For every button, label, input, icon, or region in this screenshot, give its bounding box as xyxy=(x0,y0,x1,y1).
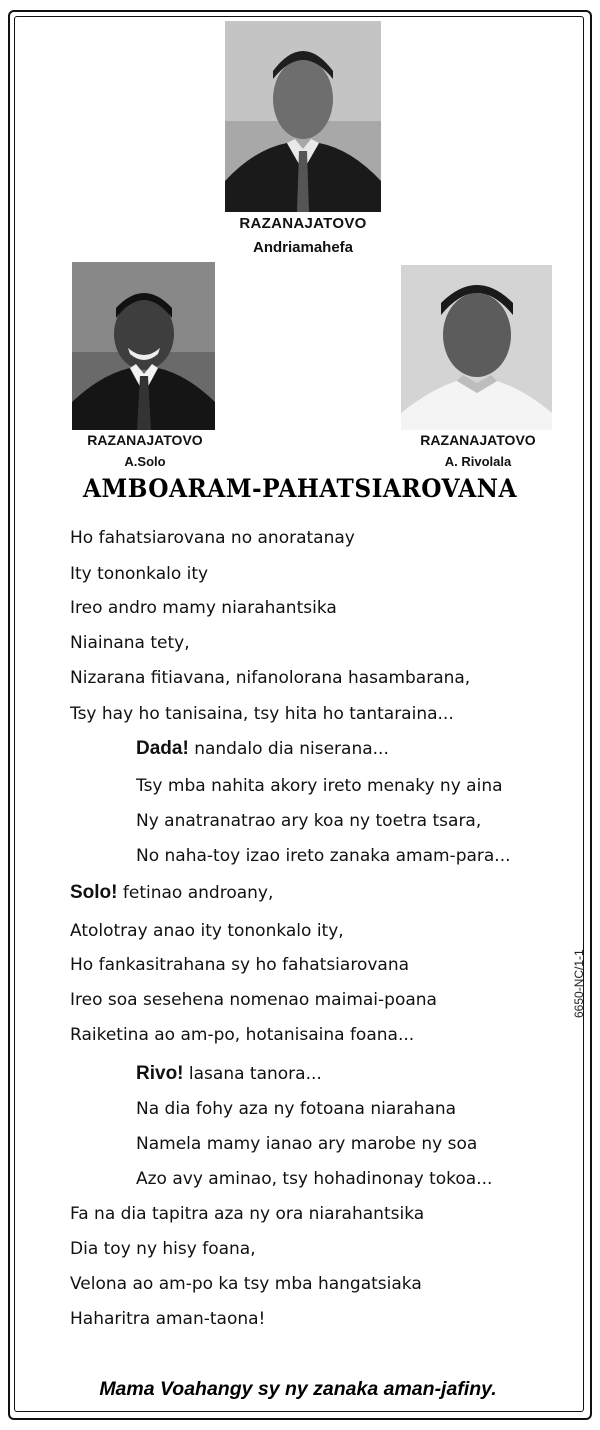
poem-line: Fa na dia tapitra aza ny ora niarahantsika xyxy=(70,1204,425,1224)
poem-line: Velona ao am-po ka tsy mba hangatsiaka xyxy=(70,1274,422,1294)
poem-name-dada: Dada! xyxy=(136,738,189,759)
signature: Mama Voahangy sy ny zanaka aman-jafiny. xyxy=(99,1378,497,1400)
portrait-caption-surname: RAZANAJATOVO xyxy=(87,432,203,448)
poem-line: Atolotray anao ity tononkalo ity, xyxy=(70,921,344,941)
portrait-photo-andriamahefa xyxy=(225,21,381,212)
poem-line: Ho fankasitrahana sy ho fahatsiarovana xyxy=(70,955,410,975)
poem-line: Azo avy aminao, tsy hohadinonay tokoa... xyxy=(136,1169,493,1189)
poem-line: Namela mamy ianao ary marobe ny soa xyxy=(136,1134,478,1154)
portrait-photo-solo xyxy=(72,262,215,430)
page-title: AMBOARAM-PAHATSIAROVANA xyxy=(83,474,517,503)
poem-line xyxy=(70,882,273,904)
poem-line: Ny anatranatrao ary koa ny toetra tsara, xyxy=(136,811,482,831)
poem-name-rivo: Rivo! xyxy=(136,1063,184,1084)
poem-line: No naha-toy izao ireto zanaka amam-para... xyxy=(136,846,511,866)
poem-line xyxy=(136,738,389,760)
poem-line: Dia toy ny hisy foana, xyxy=(70,1239,256,1259)
poem-line-rest: lasana tanora... xyxy=(183,1064,322,1084)
poem-line: Ity tononkalo ity xyxy=(70,564,209,584)
poem-line: Niainana tety, xyxy=(70,633,190,653)
poem-name-solo: Solo! xyxy=(70,882,118,903)
poem-line: Ireo soa sesehena nomenao maimai-poana xyxy=(70,990,437,1010)
poem-line-rest: nandalo dia niserana... xyxy=(188,739,389,759)
poem-line: Tsy hay ho tanisaina, tsy hita ho tantaraina... xyxy=(70,704,454,724)
poem-line: Raiketina ao am-po, hotanisaina foana... xyxy=(70,1025,415,1045)
poem-line xyxy=(136,1063,322,1085)
portrait-photo-rivolala xyxy=(401,265,552,430)
poem-line-rest: fetinao androany, xyxy=(117,883,274,903)
portrait-caption-surname: RAZANAJATOVO xyxy=(420,432,536,448)
poem-line: Ho fahatsiarovana no anoratanay xyxy=(70,528,355,548)
poem-line: Nizarana fitiavana, nifanolorana hasambarana, xyxy=(70,668,471,688)
poem-line: Ireo andro mamy niarahantsika xyxy=(70,598,337,618)
portrait-caption-given-name: A.Solo xyxy=(124,454,166,469)
portrait-caption-given-name: Andriamahefa xyxy=(252,239,354,256)
poem-line: Na dia fohy aza ny fotoana niarahana xyxy=(136,1099,457,1119)
portrait-caption-surname: RAZANAJATOVO xyxy=(239,215,367,232)
portrait-caption-given-name: A. Rivolala xyxy=(444,454,512,469)
poem-line: Tsy mba nahita akory ireto menaky ny aina xyxy=(136,776,503,796)
poem-line: Haharitra aman-taona! xyxy=(70,1309,266,1329)
reference-code: 6650-NC/1-1 xyxy=(572,949,586,1018)
